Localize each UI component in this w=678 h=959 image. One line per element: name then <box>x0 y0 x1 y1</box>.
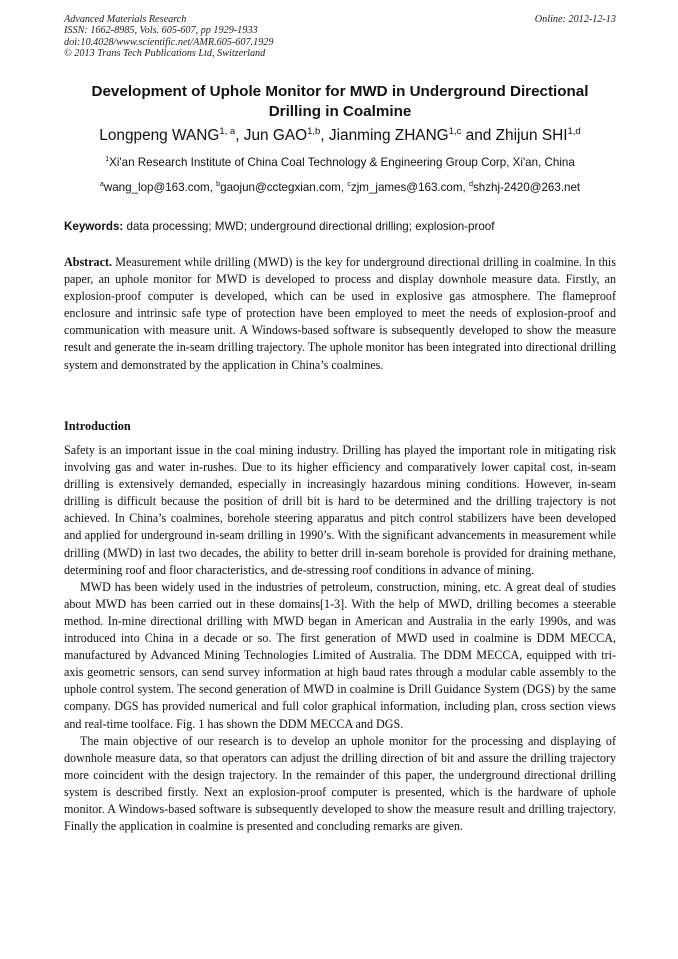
affiliation-text: Xi'an Research Institute of China Coal Technology & Engineering Group Corp, Xi'an, China <box>109 156 575 169</box>
email-list <box>64 180 616 196</box>
abstract <box>64 254 616 374</box>
author-separator: and <box>461 127 496 144</box>
author-name: Zhijun SHI <box>495 127 568 144</box>
keywords-label: Keywords: <box>64 220 124 233</box>
abstract-label: Abstract. <box>64 255 113 269</box>
paragraph: The main objective of our research is to develop an uphole monitor for the processing and displaying of downhole measure data, so that operators can adjust the drilling direction of bit and assure the drilling trajectory more coincident with the design trajectory. In the remainder of this paper, the underground directional drilling system is described firstly. Next an explosion-proof computer is presented, which is the hardware of uphole monitor. A Windows-based software is subsequently developed to show the measure result and drilling trajectory. Finally the application in coalmine is presented and concluding remarks are given. <box>64 733 616 834</box>
author-affil-mark: 1,b <box>307 125 321 137</box>
email-mark: c <box>347 179 351 189</box>
doi-line: doi:10.4028/www.scientific.net/AMR.605-607.1929 <box>64 36 274 48</box>
email-address: shzhj-2420@263.net <box>472 181 581 194</box>
email-address: wang_lop@163.com, <box>103 181 217 194</box>
affiliation-mark: 1 <box>105 154 110 164</box>
author-name: Longpeng WANG <box>99 127 220 144</box>
email-address: zjm_james@163.com, <box>350 181 469 194</box>
email-address: gaojun@cctegxian.com, <box>220 181 348 194</box>
email-mark: b <box>216 179 221 189</box>
section-heading-introduction: Introduction <box>64 419 131 433</box>
author-affil-mark: 1, a <box>219 125 236 137</box>
keywords <box>64 219 616 235</box>
paragraph: MWD has been widely used in the industries of petroleum, construction, mining, etc. A great deal of studies about MWD has been carried out in these domains[1-3]. With the help of MWD, drilling becomes a steerable method. In-mine directional drilling with MWD began in American and Australia in the early 1990s, and was introduced into China in a decade or so. The first generation of MWD used in coalmine is DDM MECCA, manufactured by Advanced Mining Technologies Limited of Australia. The DDM MECCA, equipped with tri-axis geometric sensors, can send survey information at high baud rates through a modular cable assembly to the uphole control system. The second generation of MWD in coalmine is Drill Guidance System (DGS) by the same company. DGS has provided numerical and full color graphical information, including plan, cross section views and real-time toolface. Fig. 1 has shown the DDM MECCA and DGS. <box>64 579 616 731</box>
affiliation <box>64 155 616 171</box>
journal-name: Advanced Materials Research <box>64 14 187 25</box>
author-separator: , <box>235 127 244 144</box>
author-affil-mark: 1,d <box>567 125 581 137</box>
online-date: Online: 2012-12-13 <box>534 14 616 25</box>
journal-header <box>64 14 616 60</box>
abstract-text: Measurement while drilling (MWD) is the key for underground directional drilling in coalmine. In this paper, an uphole monitor for MWD is developed to process and display downhole measure data. Firstly, an explosion-proof computer is developed, which can be used in explosive gas atmosphere. The flameproof enclosure and intrinsic safe type of protection have been employed to meet the needs of explosion-proof and communication with measure unit. A Windows-based software is subsequently developed to show the measure result and generate the in-seam drilling trajectory. The uphole monitor has been integrated into directional drilling system and demonstrated by the application in China’s coalmines. <box>64 255 616 372</box>
author-list <box>64 126 616 146</box>
issn-line: ISSN: 1662-8985, Vols. 605-607, pp 1929-1933 <box>64 25 258 37</box>
paper-title: Development of Uphole Monitor for MWD in Underground Directional Drilling in Coalmine <box>91 83 589 120</box>
copyright-line: © 2013 Trans Tech Publications Ltd, Switzerland <box>64 48 266 60</box>
keywords-text: data processing; MWD; underground directional drilling; explosion-proof <box>123 220 495 233</box>
email-mark: a <box>99 179 104 189</box>
author-name: Jianming ZHANG <box>328 127 449 144</box>
author-separator: , <box>320 127 329 144</box>
introduction-body <box>64 442 616 835</box>
email-mark: d <box>468 179 473 189</box>
author-affil-mark: 1,c <box>448 125 462 137</box>
paragraph: Safety is an important issue in the coal mining industry. Drilling has played the important role in mitigating risk involving gas and water in-rushes. Due to its higher efficiency and comparatively lower capital cost, in-seam drilling is extensively demanded, especially in increasingly hazardous mining conditions. However, in-seam drilling is difficult because the position of drill bit is hard to be determined and the drilling trajectory is not achieved. In China’s coalmines, borehole steering apparatus and pitch control stabilizers have been developed and applied for underground in-seam drilling in 1990’s. With the significant advancements in measurement while drilling (MWD) in last two decades, the ability to better drill in-seam borehole is provided for draining methane, determining roof and floor characteristics, and de-stressing roof conditions in advance of mining. <box>64 443 616 577</box>
author-name: Jun GAO <box>243 127 308 144</box>
